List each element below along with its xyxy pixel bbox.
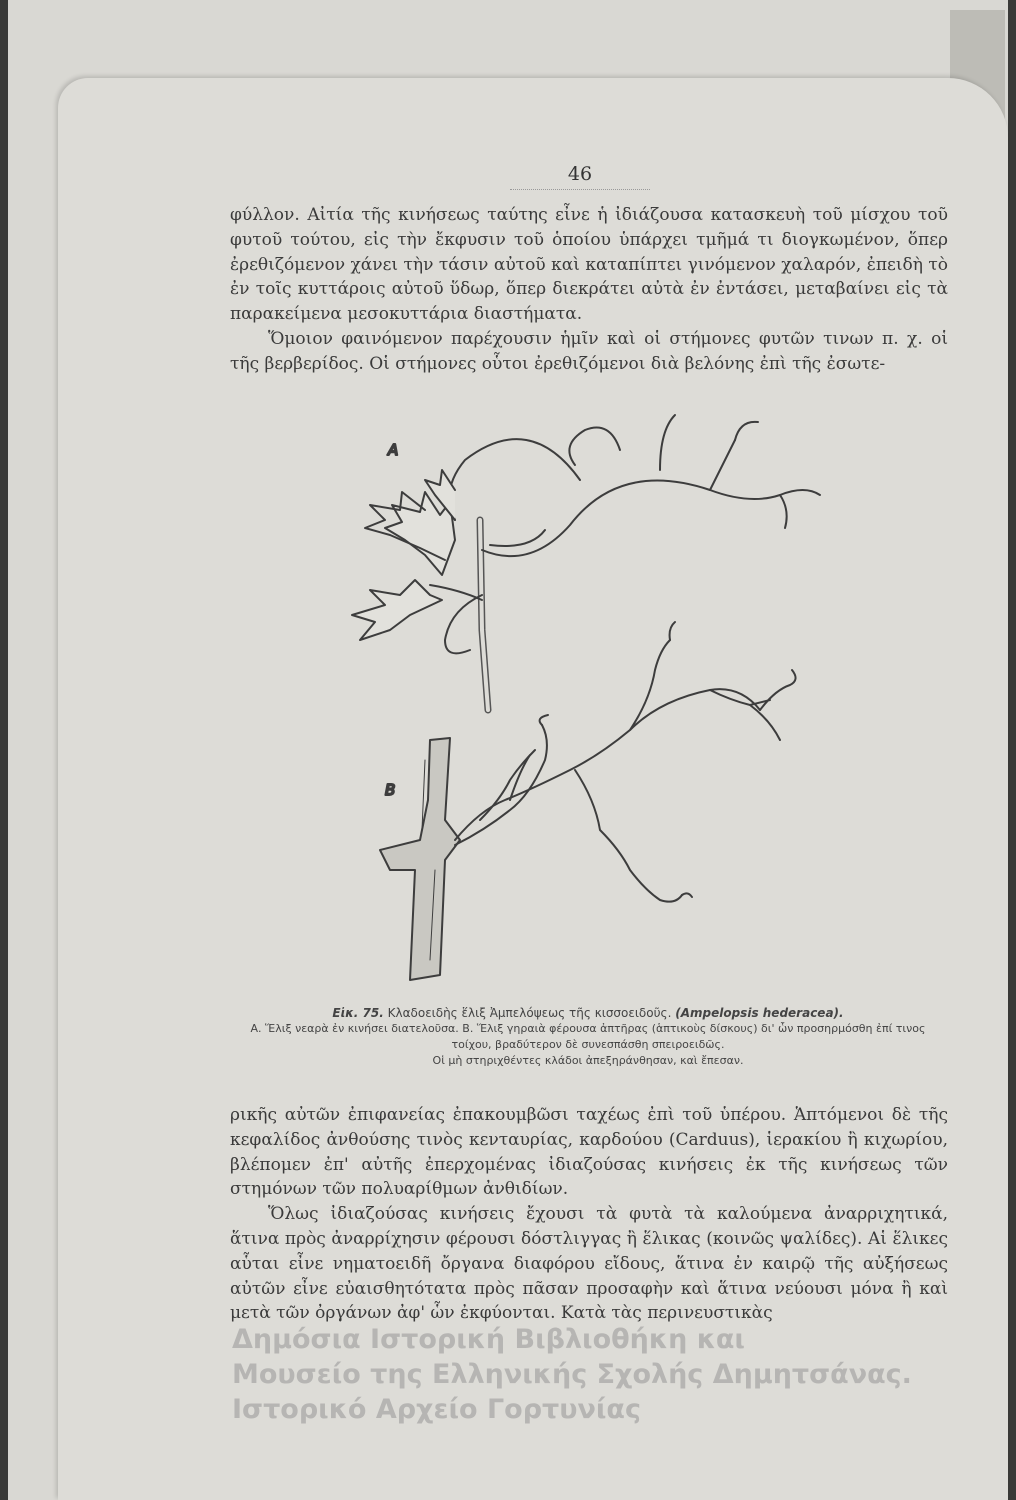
tendril-illustration <box>330 400 890 1000</box>
watermark-line: Μουσείο της Ελληνικής Σχολής Δημητσάνας. <box>232 1359 912 1390</box>
paragraph: φύλλον. Αἰτία τῆς κινήσεως ταύτης εἶνε ἡ ἰδιάζουσα κατασκευὴ τοῦ μίσχου τοῦ φυτοῦ τούτου, εἰς τὴν ἔκφυσιν τοῦ ὁποίου ὑπάρχει τμῆμά τι διογκωμένον, ὅπερ ἐρεθιζόμενον χάνει τὴν τάσιν αὐτοῦ καὶ καταπίπτει γινόμενον χαλαρόν, ἐπειδὴ τὸ ἐν τοῖς κυττάροις αὐτοῦ ὕδωρ, ὅπερ διεκράτει αὐτὰ ἐν ἐντάσει, μεταβαίνει εἰς τὰ παρακείμενα μεσοκυττάρια διαστήματα. <box>230 205 948 325</box>
bottom-text-block <box>230 1103 948 1326</box>
caption-figure-number: Εἰκ. 75. <box>332 1006 384 1020</box>
page-number: 46 <box>567 163 593 185</box>
figure-caption <box>238 1005 938 1069</box>
caption-title: Κλαδοειδὴς ἕλιξ Ἀμπελόψεως τῆς κισσοειδοῦς. <box>387 1006 672 1020</box>
paragraph: Ὅμοιον φαινόμενον παρέχουσιν ἡμῖν καὶ οἱ στήμονες φυτῶν τινων π. χ. οἱ τῆς βερβερίδος. Οἱ στήμονες οὗτοι ἐρεθιζόμενοι διὰ βελόνης ἐπὶ τῆς ἐσωτε- <box>230 328 948 374</box>
caption-description: Α. Ἕλιξ νεαρὰ ἐν κινήσει διατελοῦσα. Β. Ἕλιξ γηραιὰ φέρουσα ἀπτῆρας (ἁπτικοὺς δίσκους) δι' ὧν προσηρμόσθη ἐπί τινος τοίχου, βραδύτερον δὲ συνεσπάσθη σπειροειδῶς. <box>250 1022 926 1051</box>
caption-latin-name: (Ampelopsis hederacea). <box>675 1006 844 1020</box>
page-number-rule <box>510 189 650 191</box>
figure-label-b: B <box>385 781 396 799</box>
paragraph: Ὅλως ἰδιαζούσας κινήσεις ἔχουσι τὰ φυτὰ τὰ καλούμενα ἀναρριχητικά, ἅτινα πρὸς ἀναρρίχησιν φέρουσι δόστλιγγας ἢ ἕλικας (κοινῶς ψαλίδες). Αἱ ἕλικες αὗται εἶνε νηματοειδῆ ὄργανα διαφόρου εἴδους, ἅτινα ἐν καιρῷ τῆς αὐξήσεως αὐτῶν εἶνε εὐαισθητότατα πρὸς πᾶσαν προσαφὴν καὶ ἅτινα νεύουσι μόνα ἢ καὶ μετὰ τῶν ὀργάνων ἀφ' ὧν ἐκφύονται. Κατὰ τὰς περινευστικὰς <box>230 1204 948 1324</box>
caption-note: Οἱ μὴ στηριχθέντες κλάδοι ἀπεξηράνθησαν, καὶ ἔπεσαν. <box>432 1054 744 1067</box>
figure-label-a: A <box>388 441 399 459</box>
watermark-line: Δημόσια Ιστορική Βιβλιοθήκη και <box>232 1324 745 1355</box>
library-watermark <box>232 1322 992 1427</box>
paragraph: ρικῆς αὐτῶν ἐπιφανείας ἐπακουμβῶσι ταχέως ἐπὶ τοῦ ὑπέρου. Ἁπτόμενοι δὲ τῆς κεφαλίδος ἀνθούσης τινὸς κενταυρίας, καρδούου (Carduus), ἱερακίου ἢ κιχωρίου, βλέπομεν ἐπ' αὐτῆς ἐπερχομένας ἰδιαζούσας κινήσεις ἐκ τῆς κινήσεως τῶν στημόνων τῶν πολυαρίθμων ἀνθιδίων. <box>230 1105 948 1200</box>
watermark-line: Ιστορικό Αρχείο Γορτυνίας <box>232 1394 641 1425</box>
top-text-block <box>230 203 948 377</box>
